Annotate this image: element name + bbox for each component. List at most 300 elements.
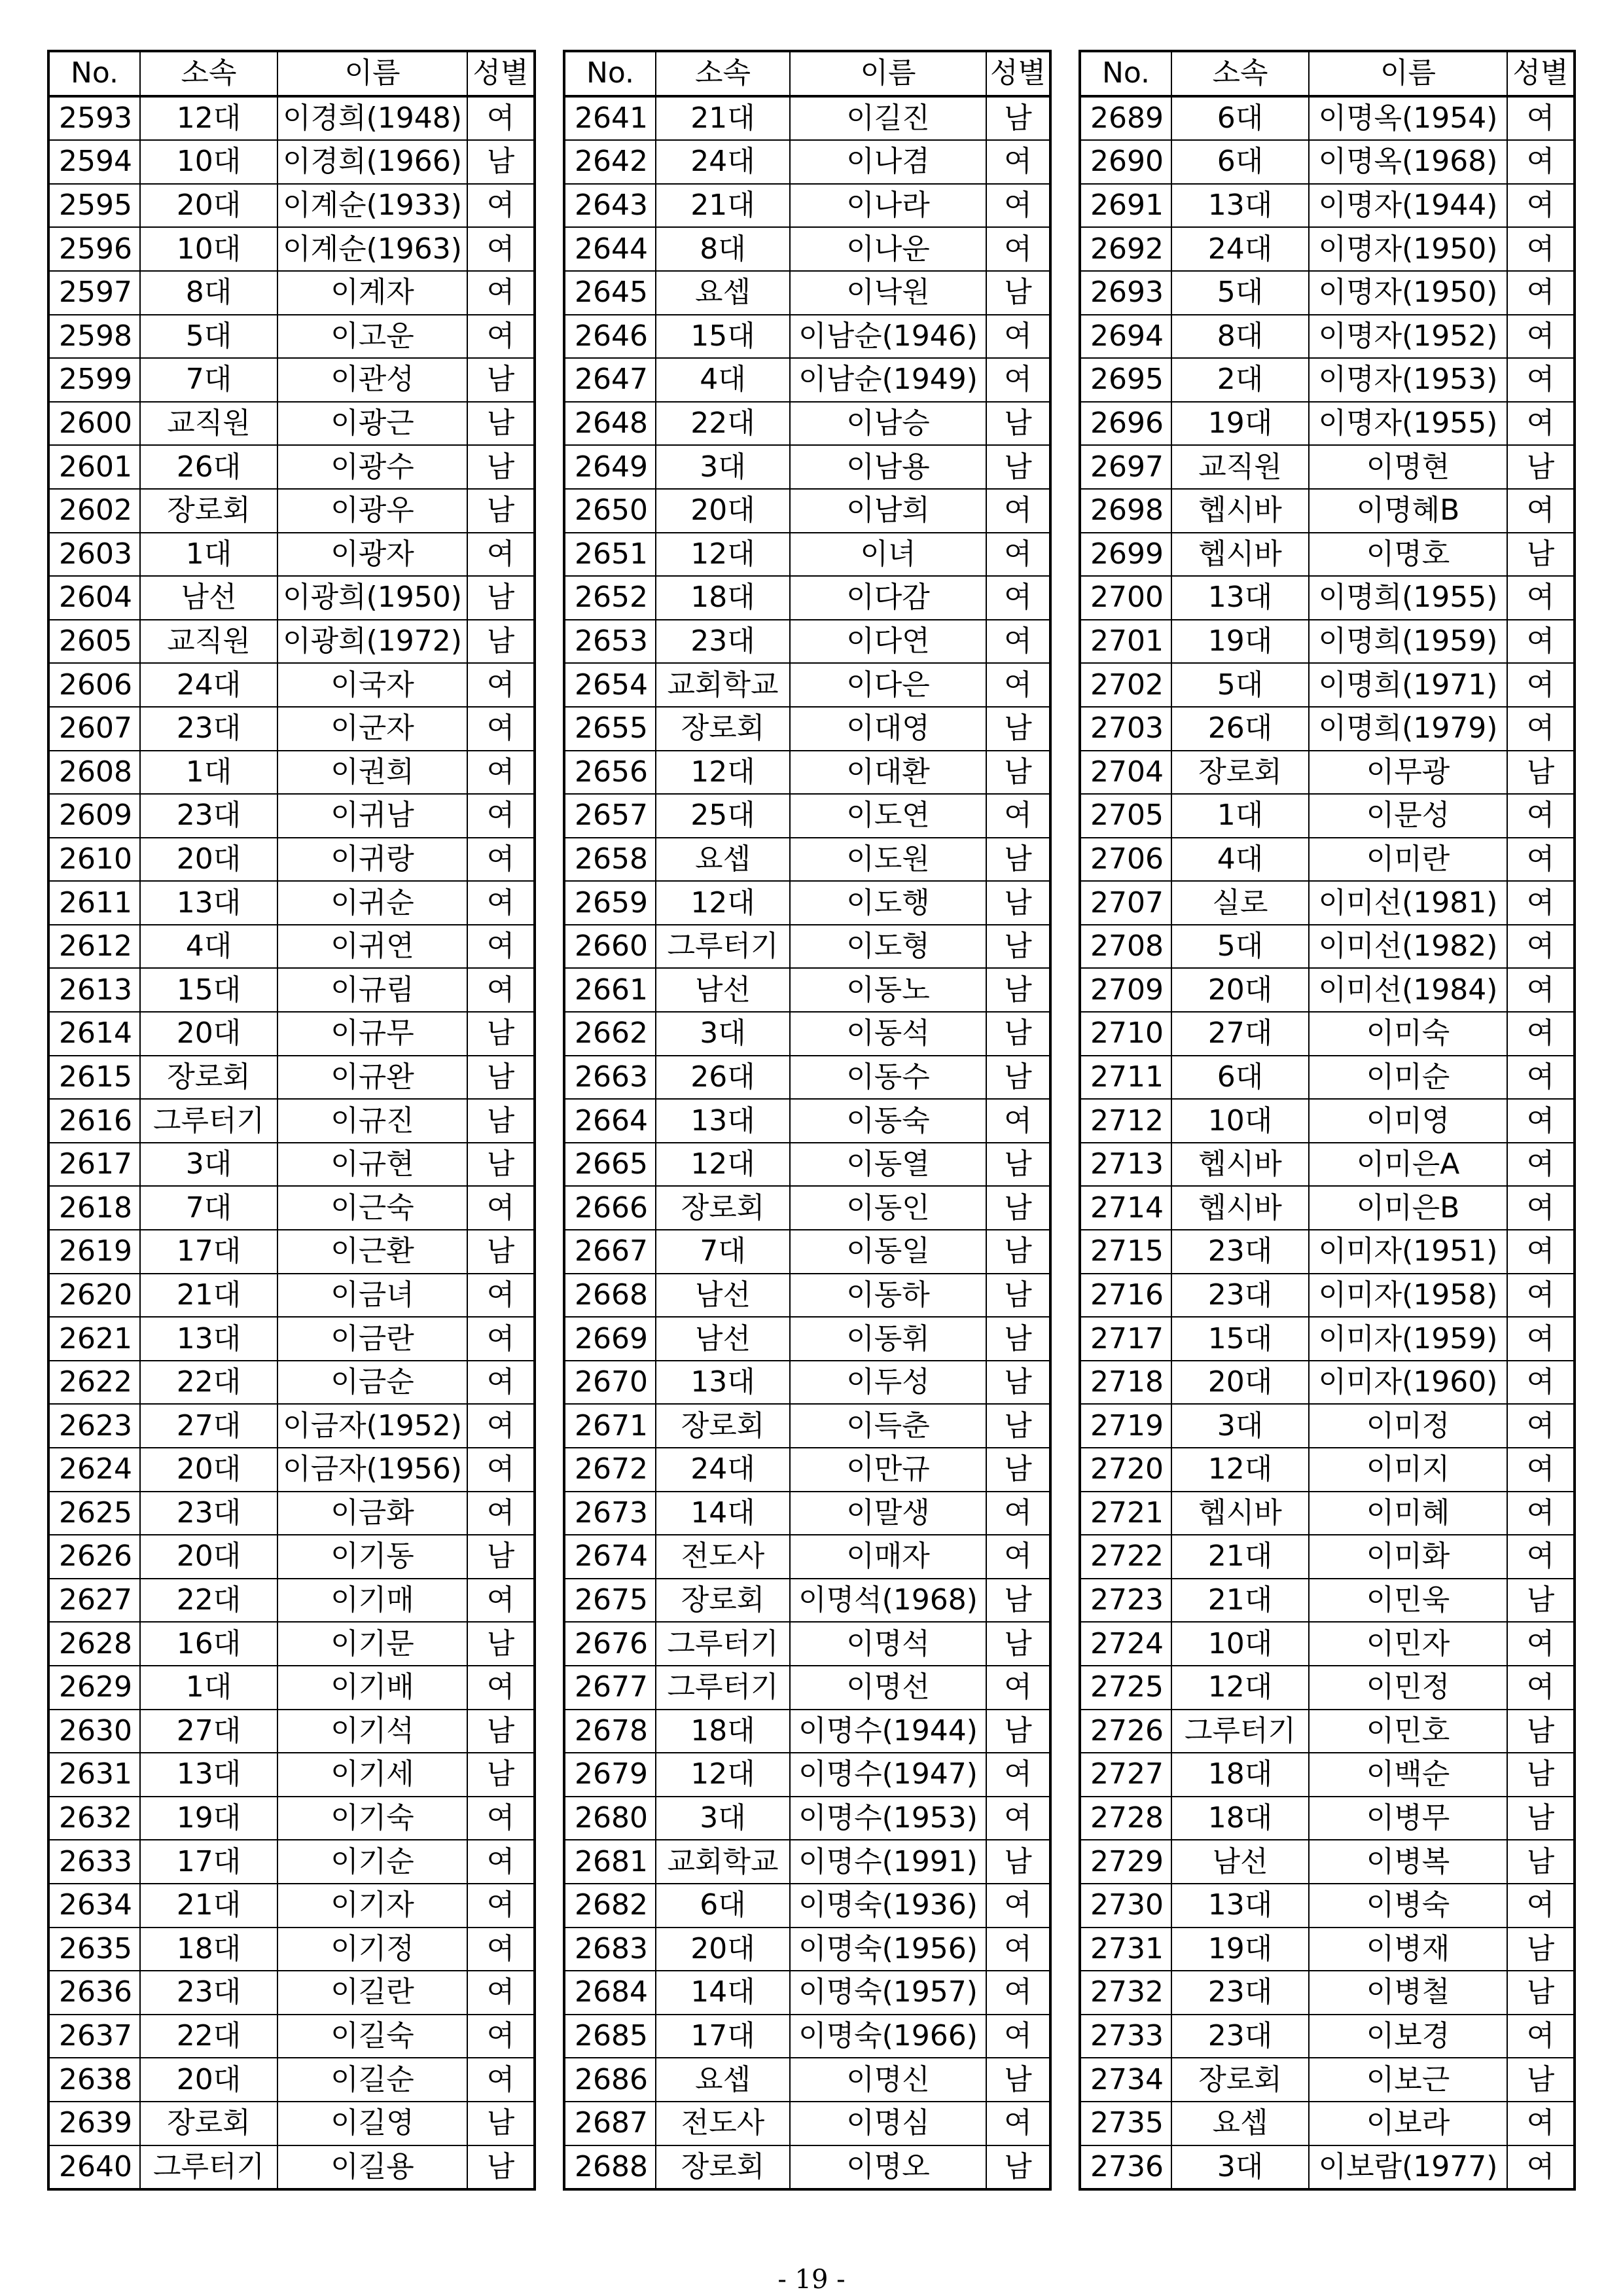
table-row [48,1317,535,1361]
table-row [1080,402,1575,446]
cell-gender: 여 [1507,358,1575,402]
cell-dept: 10대 [140,227,277,271]
cell-no: 2707 [1080,881,1171,925]
cell-no: 2708 [1080,925,1171,969]
cell-dept: 남선 [656,1317,790,1361]
table-row [564,1666,1050,1710]
table-row [1080,1099,1575,1143]
cell-name: 이군자 [277,707,467,751]
table-row [564,1230,1050,1274]
cell-dept: 8대 [656,227,790,271]
cell-dept: 13대 [140,881,277,925]
table-row [1080,1535,1575,1579]
cell-name: 이미혜 [1309,1492,1507,1535]
cell-name: 이근숙 [277,1186,467,1230]
cell-dept: 12대 [1171,1666,1309,1710]
cell-name: 이병숙 [1309,1884,1507,1928]
cell-gender: 여 [1507,96,1575,141]
cell-gender: 여 [467,968,535,1012]
cell-gender: 여 [467,663,535,707]
cell-name: 이길영 [277,2102,467,2145]
header-row [564,51,1050,96]
table-row [564,227,1050,271]
table-row [564,2145,1050,2190]
cell-no: 2656 [564,751,656,795]
table-row [564,1143,1050,1187]
cell-name: 이미선(1982) [1309,925,1507,969]
cell-no: 2671 [564,1404,656,1448]
table-row [1080,2145,1575,2190]
cell-name: 이병재 [1309,1928,1507,1971]
cell-dept: 18대 [1171,1753,1309,1797]
cell-no: 2700 [1080,576,1171,620]
cell-gender: 남 [986,881,1050,925]
cell-name: 이보근 [1309,2058,1507,2102]
cell-name: 이미영 [1309,1099,1507,1143]
table-row [564,445,1050,489]
table-row [48,663,535,707]
cell-gender: 여 [986,184,1050,228]
table-row [48,620,535,664]
cell-name: 이경희(1966) [277,140,467,184]
cell-gender: 남 [986,1404,1050,1448]
table-row [48,271,535,315]
cell-gender: 여 [1507,271,1575,315]
cell-no: 2734 [1080,2058,1171,2102]
cell-name: 이도행 [790,881,986,925]
cell-dept: 15대 [656,315,790,359]
cell-dept: 3대 [656,445,790,489]
table-row [564,1448,1050,1492]
cell-gender: 여 [467,2058,535,2102]
cell-name: 이동수 [790,1056,986,1100]
cell-no: 2599 [48,358,140,402]
cell-dept: 12대 [656,533,790,577]
cell-dept: 23대 [1171,1230,1309,1274]
cell-name: 이동숙 [790,1099,986,1143]
cell-name: 이명신 [790,2058,986,2102]
table-row [1080,1753,1575,1797]
cell-gender: 남 [986,707,1050,751]
cell-dept: 23대 [140,1492,277,1535]
table-row [1080,1840,1575,1884]
cell-gender: 남 [1507,1579,1575,1623]
table-row [1080,227,1575,271]
table-row [564,1797,1050,1840]
cell-no: 2699 [1080,533,1171,577]
cell-name: 이명희(1959) [1309,620,1507,664]
cell-gender: 남 [467,620,535,664]
table-row [564,881,1050,925]
cell-name: 이나운 [790,227,986,271]
cell-gender: 여 [467,1928,535,1971]
table-row [1080,1274,1575,1318]
cell-no: 2701 [1080,620,1171,664]
cell-dept: 15대 [1171,1317,1309,1361]
cell-dept: 17대 [140,1840,277,1884]
cell-no: 2723 [1080,1579,1171,1623]
table-row [48,96,535,141]
cell-gender: 남 [986,1186,1050,1230]
cell-dept: 19대 [1171,620,1309,664]
cell-name: 이길진 [790,96,986,141]
cell-dept: 13대 [140,1317,277,1361]
cell-gender: 남 [1507,533,1575,577]
cell-no: 2718 [1080,1361,1171,1405]
cell-gender: 여 [1507,576,1575,620]
cell-dept: 25대 [656,794,790,838]
cell-dept: 헵시바 [1171,489,1309,533]
table-row [564,533,1050,577]
cell-dept: 1대 [1171,794,1309,838]
cell-no: 2682 [564,1884,656,1928]
cell-gender: 여 [1507,489,1575,533]
cell-name: 이계자 [277,271,467,315]
cell-gender: 남 [986,1230,1050,1274]
cell-dept: 12대 [140,96,277,141]
cell-dept: 교직원 [140,402,277,446]
cell-gender: 여 [467,533,535,577]
cell-gender: 남 [986,1579,1050,1623]
header-dept: 소속 [656,51,790,96]
table-row [564,2102,1050,2145]
cell-name: 이문성 [1309,794,1507,838]
table-row [564,1099,1050,1143]
cell-no: 2674 [564,1535,656,1579]
cell-gender: 남 [1507,1710,1575,1753]
cell-dept: 장로회 [656,707,790,751]
cell-name: 이녀 [790,533,986,577]
cell-gender: 여 [1507,1012,1575,1056]
cell-dept: 장로회 [656,2145,790,2190]
cell-name: 이명현 [1309,445,1507,489]
cell-no: 2681 [564,1840,656,1884]
cell-name: 이길란 [277,1971,467,2015]
table-row [48,315,535,359]
cell-gender: 여 [986,620,1050,664]
cell-name: 이보경 [1309,2015,1507,2058]
cell-gender: 남 [1507,1753,1575,1797]
cell-no: 2702 [1080,663,1171,707]
cell-name: 이동하 [790,1274,986,1318]
table-row [1080,1056,1575,1100]
cell-no: 2620 [48,1274,140,1318]
cell-dept: 20대 [140,1448,277,1492]
cell-no: 2593 [48,96,140,141]
cell-dept: 6대 [656,1884,790,1928]
cell-name: 이명희(1955) [1309,576,1507,620]
cell-no: 2603 [48,533,140,577]
table-row [48,707,535,751]
cell-name: 이명수(1947) [790,1753,986,1797]
cell-no: 2623 [48,1404,140,1448]
table-row [1080,533,1575,577]
cell-dept: 27대 [140,1404,277,1448]
cell-no: 2658 [564,838,656,882]
cell-gender: 여 [986,1884,1050,1928]
table-row [1080,1230,1575,1274]
cell-no: 2705 [1080,794,1171,838]
table-row [564,968,1050,1012]
header-name: 이름 [1309,51,1507,96]
cell-dept: 6대 [1171,1056,1309,1100]
cell-dept: 3대 [1171,2145,1309,2190]
cell-dept: 3대 [1171,1404,1309,1448]
cell-name: 이명선 [790,1666,986,1710]
cell-gender: 여 [986,1492,1050,1535]
cell-no: 2651 [564,533,656,577]
cell-no: 2652 [564,576,656,620]
cell-gender: 남 [1507,2058,1575,2102]
cell-name: 이보라 [1309,2102,1507,2145]
cell-dept: 헵시바 [1171,533,1309,577]
table-row [564,751,1050,795]
cell-name: 이무광 [1309,751,1507,795]
cell-no: 2655 [564,707,656,751]
cell-no: 2662 [564,1012,656,1056]
cell-name: 이귀연 [277,925,467,969]
table-row [1080,1143,1575,1187]
cell-no: 2648 [564,402,656,446]
cell-gender: 여 [1507,1186,1575,1230]
cell-dept: 1대 [140,533,277,577]
cell-dept: 그루터기 [656,925,790,969]
cell-gender: 여 [986,358,1050,402]
cell-gender: 여 [1507,794,1575,838]
table-row [564,1404,1050,1448]
table-row [48,968,535,1012]
cell-gender: 여 [1507,1666,1575,1710]
cell-name: 이미화 [1309,1535,1507,1579]
cell-dept: 18대 [656,576,790,620]
cell-dept: 5대 [1171,663,1309,707]
cell-gender: 남 [1507,751,1575,795]
page-number: - 19 - [777,2265,846,2295]
cell-dept: 남선 [1171,1840,1309,1884]
cell-no: 2694 [1080,315,1171,359]
cell-no: 2632 [48,1797,140,1840]
cell-dept: 27대 [140,1710,277,1753]
cell-name: 이명혜B [1309,489,1507,533]
table-row [48,1884,535,1928]
cell-gender: 남 [467,1230,535,1274]
cell-gender: 남 [1507,1840,1575,1884]
cell-name: 이기세 [277,1753,467,1797]
cell-dept: 요셉 [656,2058,790,2102]
cell-name: 이명자(1944) [1309,184,1507,228]
cell-dept: 4대 [1171,838,1309,882]
cell-dept: 21대 [1171,1535,1309,1579]
cell-dept: 13대 [656,1099,790,1143]
cell-no: 2693 [1080,271,1171,315]
cell-gender: 남 [467,1143,535,1187]
cell-name: 이길용 [277,2145,467,2190]
cell-no: 2663 [564,1056,656,1100]
table-row [48,1971,535,2015]
table-row [564,1056,1050,1100]
cell-dept: 19대 [1171,402,1309,446]
header-gender: 성별 [467,51,535,96]
cell-no: 2647 [564,358,656,402]
table-row [1080,96,1575,141]
cell-gender: 남 [467,576,535,620]
cell-name: 이명호 [1309,533,1507,577]
cell-name: 이기자 [277,1884,467,1928]
cell-no: 2643 [564,184,656,228]
cell-dept: 4대 [656,358,790,402]
cell-gender: 남 [986,445,1050,489]
member-table-3 [1079,50,1576,2191]
table-row [564,707,1050,751]
cell-gender: 남 [467,1753,535,1797]
cell-dept: 23대 [1171,1971,1309,2015]
cell-gender: 여 [986,489,1050,533]
cell-name: 이규현 [277,1143,467,1187]
cell-name: 이명자(1953) [1309,358,1507,402]
table-row [48,576,535,620]
cell-dept: 20대 [140,184,277,228]
cell-dept: 3대 [140,1143,277,1187]
cell-name: 이미자(1960) [1309,1361,1507,1405]
cell-no: 2698 [1080,489,1171,533]
cell-name: 이기문 [277,1622,467,1666]
cell-dept: 전도사 [656,2102,790,2145]
cell-name: 이나겸 [790,140,986,184]
cell-dept: 19대 [140,1797,277,1840]
cell-dept: 13대 [656,1361,790,1405]
cell-name: 이다은 [790,663,986,707]
cell-name: 이금순 [277,1361,467,1405]
cell-name: 이남순(1946) [790,315,986,359]
cell-no: 2683 [564,1928,656,1971]
member-table-2 [563,50,1052,2191]
cell-gender: 남 [986,925,1050,969]
table-row [1080,838,1575,882]
table-row [48,1797,535,1840]
cell-no: 2735 [1080,2102,1171,2145]
cell-dept: 22대 [140,2015,277,2058]
cell-gender: 여 [1507,2015,1575,2058]
cell-name: 이동열 [790,1143,986,1187]
table-row [48,2015,535,2058]
table-row [564,1274,1050,1318]
cell-dept: 5대 [1171,925,1309,969]
cell-name: 이규완 [277,1056,467,1100]
table-row [564,358,1050,402]
cell-no: 2722 [1080,1535,1171,1579]
cell-no: 2610 [48,838,140,882]
cell-gender: 남 [1507,445,1575,489]
table-row [564,184,1050,228]
cell-gender: 여 [467,838,535,882]
cell-gender: 여 [986,1535,1050,1579]
cell-dept: 20대 [656,1928,790,1971]
cell-dept: 24대 [656,1448,790,1492]
cell-no: 2619 [48,1230,140,1274]
table-row [564,794,1050,838]
cell-name: 이기순 [277,1840,467,1884]
cell-dept: 20대 [656,489,790,533]
cell-gender: 여 [986,2015,1050,2058]
cell-name: 이금란 [277,1317,467,1361]
cell-gender: 여 [467,1666,535,1710]
cell-dept: 헵시바 [1171,1492,1309,1535]
cell-dept: 21대 [656,184,790,228]
cell-name: 이광수 [277,445,467,489]
table-row [48,2102,535,2145]
cell-name: 이기숙 [277,1797,467,1840]
cell-name: 이미자(1958) [1309,1274,1507,1318]
cell-gender: 남 [986,1012,1050,1056]
cell-gender: 여 [467,751,535,795]
cell-no: 2622 [48,1361,140,1405]
cell-dept: 5대 [1171,271,1309,315]
table-row [1080,1404,1575,1448]
cell-no: 2621 [48,1317,140,1361]
table-row [48,184,535,228]
table-row [48,1492,535,1535]
table-row [564,1579,1050,1623]
cell-gender: 여 [1507,1404,1575,1448]
table-row [564,1317,1050,1361]
table-row [48,2145,535,2190]
cell-gender: 여 [467,1579,535,1623]
table-row [1080,1012,1575,1056]
cell-no: 2716 [1080,1274,1171,1318]
cell-dept: 20대 [140,1535,277,1579]
cell-no: 2664 [564,1099,656,1143]
table-row [48,1535,535,1579]
cell-gender: 남 [467,1622,535,1666]
cell-name: 이기매 [277,1579,467,1623]
cell-no: 2712 [1080,1099,1171,1143]
header-no: No. [564,51,656,96]
cell-name: 이병복 [1309,1840,1507,1884]
table-row [1080,1928,1575,1971]
cell-gender: 남 [986,1361,1050,1405]
cell-no: 2641 [564,96,656,141]
cell-dept: 26대 [1171,707,1309,751]
cell-no: 2690 [1080,140,1171,184]
cell-name: 이도원 [790,838,986,882]
cell-gender: 여 [1507,1622,1575,1666]
table-row [564,96,1050,141]
cell-dept: 6대 [1171,140,1309,184]
cell-name: 이동인 [790,1186,986,1230]
cell-gender: 남 [986,838,1050,882]
cell-no: 2654 [564,663,656,707]
cell-no: 2703 [1080,707,1171,751]
cell-name: 이남용 [790,445,986,489]
cell-gender: 여 [1507,1361,1575,1405]
cell-no: 2666 [564,1186,656,1230]
cell-gender: 여 [1507,140,1575,184]
cell-name: 이도연 [790,794,986,838]
cell-dept: 23대 [140,707,277,751]
cell-dept: 24대 [1171,227,1309,271]
cell-no: 2614 [48,1012,140,1056]
cell-gender: 여 [986,533,1050,577]
cell-no: 2660 [564,925,656,969]
header-gender: 성별 [1507,51,1575,96]
table-row [564,1971,1050,2015]
cell-no: 2711 [1080,1056,1171,1100]
cell-gender: 여 [986,1666,1050,1710]
table-row [1080,1186,1575,1230]
cell-no: 2680 [564,1797,656,1840]
cell-no: 2657 [564,794,656,838]
table-row [48,402,535,446]
